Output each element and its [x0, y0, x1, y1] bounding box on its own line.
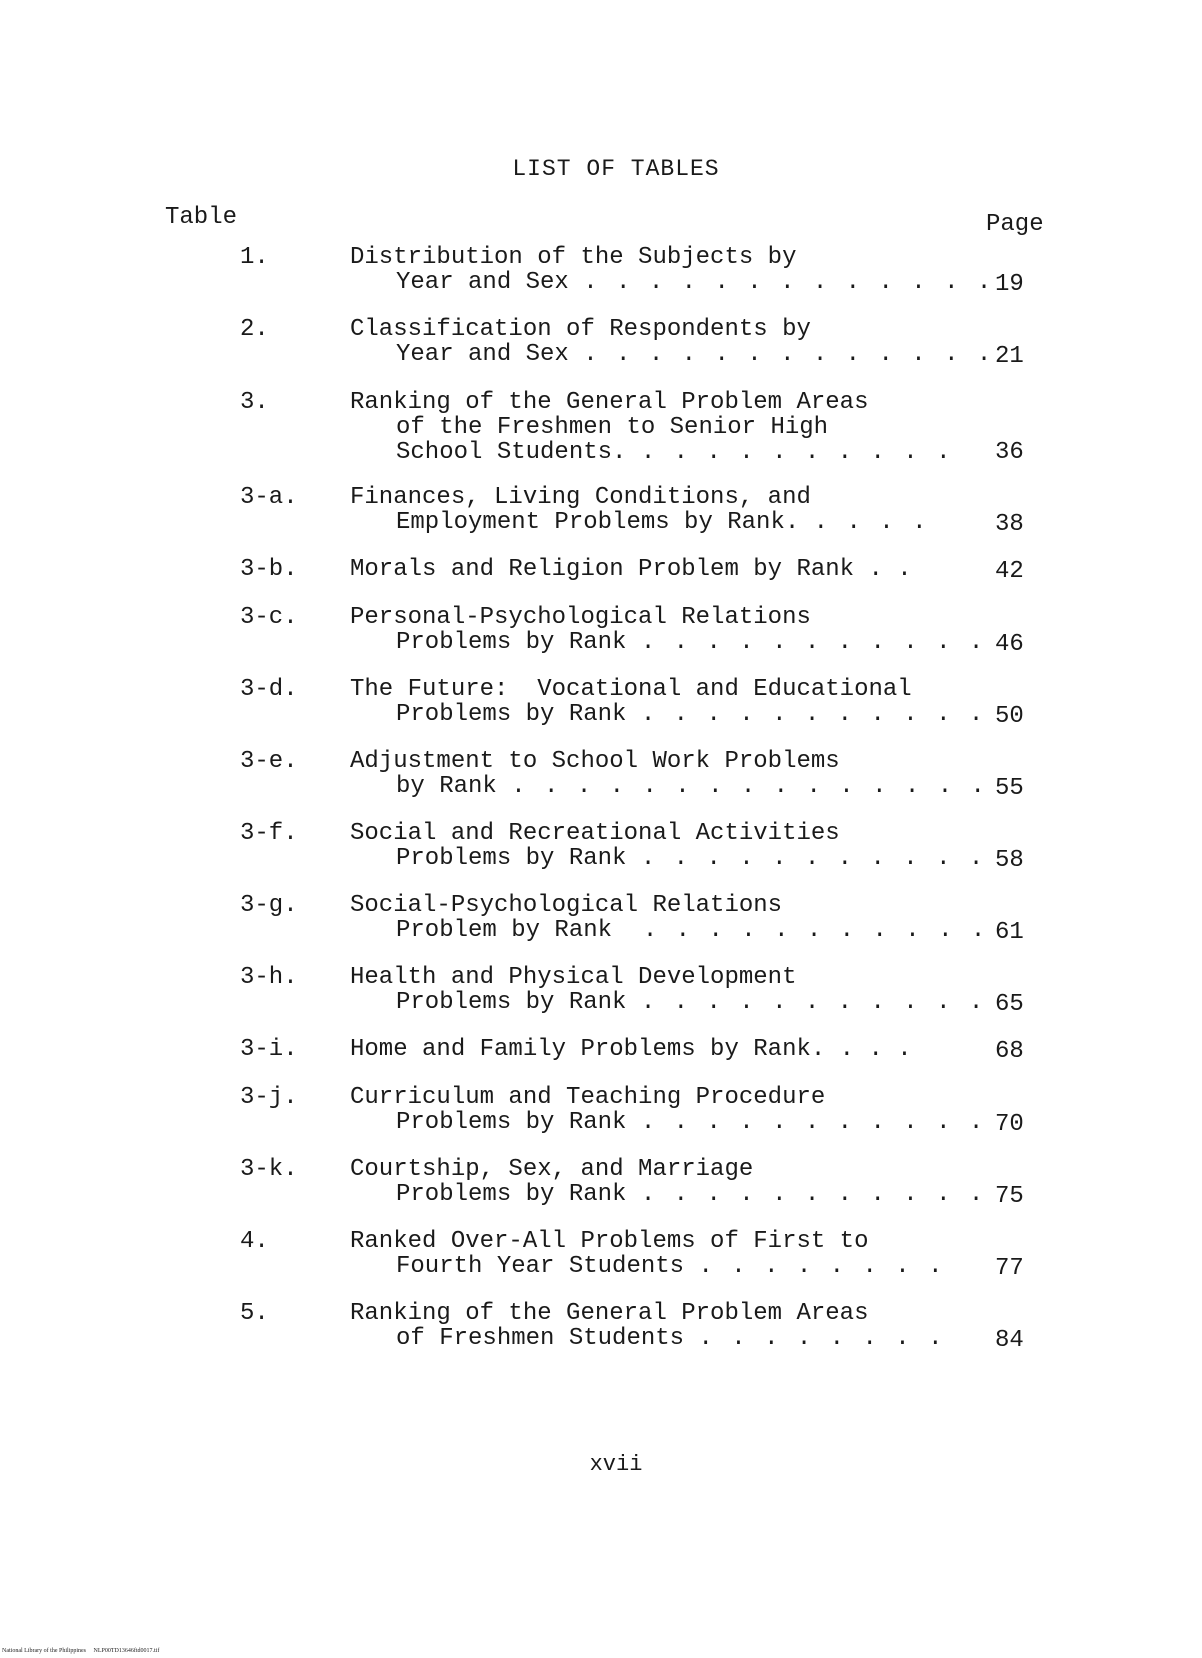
table-number: 3-h. [240, 964, 298, 991]
table-caption: Ranking of the General Problem Areas [350, 389, 869, 416]
table-number: 3-g. [240, 892, 298, 919]
caption-text: Problem by Rank [396, 917, 613, 944]
table-caption-cont [396, 439, 953, 466]
table-number: 3-a. [240, 484, 298, 511]
caption-text: Year and Sex [396, 341, 569, 368]
page-ref: 84 [995, 1327, 1024, 1354]
table-column-header: Table [165, 204, 238, 231]
page-ref: 46 [995, 631, 1024, 658]
scan-stamp: National Library of the Philippines NLP00TD13646ftd0017.tif [2, 1648, 160, 1654]
page-ref: 55 [995, 775, 1024, 802]
table-number: 3-k. [240, 1156, 298, 1183]
table-caption: Finances, Living Conditions, and [350, 484, 811, 511]
page-ref: 58 [995, 847, 1024, 874]
table-caption: Health and Physical Development [350, 964, 797, 991]
table-number: 3-j. [240, 1084, 298, 1111]
leader-dots: . . . . . . . . [698, 1325, 945, 1352]
page-column-header: Page [986, 211, 1044, 238]
table-caption-cont [396, 1325, 945, 1352]
table-caption: Adjustment to School Work Problems [350, 748, 840, 775]
page-ref: 77 [995, 1255, 1024, 1282]
caption-text: Employment Problems by Rank. [396, 509, 800, 536]
leader-dots: . . . . . . . . . . . . . [583, 341, 994, 368]
table-caption-cont [396, 773, 987, 800]
page-ref: 21 [995, 343, 1024, 370]
leader-dots: . . . . . . . . . . . [640, 989, 986, 1016]
page-number: xvii [589, 1452, 643, 1477]
leader-dots: . . . . . . . . . . [640, 439, 953, 466]
table-caption-cont [396, 341, 993, 368]
leader-dots: . . . . . . . . . . . [640, 1109, 986, 1136]
page-ref: 75 [995, 1183, 1024, 1210]
page-ref: 65 [995, 991, 1024, 1018]
page-title: LIST OF TABLES [512, 156, 720, 182]
page-ref: 70 [995, 1111, 1024, 1138]
caption-text: Problems by Rank [396, 701, 627, 728]
leader-dots: . . . . . . . . . . . . . . . [511, 773, 987, 800]
table-caption-cont: of the Freshmen to Senior High [396, 414, 829, 441]
page-ref: 61 [995, 919, 1024, 946]
table-caption: Courtship, Sex, and Marriage [350, 1156, 754, 1183]
caption-text: Problems by Rank [396, 989, 627, 1016]
page-ref: 19 [995, 271, 1024, 298]
caption-text: Year and Sex [396, 269, 569, 296]
leader-dots: . . . . . . . . . . . . . [583, 269, 994, 296]
caption-text: School Students. [396, 439, 627, 466]
table-caption: Social-Psychological Relations [350, 892, 783, 919]
table-caption-cont [396, 509, 929, 536]
leader-dots: . . . . . . . . . . . [626, 917, 988, 944]
table-number: 3-e. [240, 748, 298, 775]
caption-text: Problems by Rank [396, 1109, 627, 1136]
table-caption: The Future: Vocational and Educational [350, 676, 912, 703]
page-ref: 36 [995, 439, 1024, 466]
page-ref: 38 [995, 511, 1024, 538]
table-caption-cont [396, 701, 985, 728]
table-caption-cont [396, 845, 985, 872]
caption-text: Problems by Rank [396, 1181, 627, 1208]
caption-text: Problems by Rank [396, 629, 627, 656]
caption-text: of Freshmen Students [396, 1325, 685, 1352]
table-number: 3-i. [240, 1036, 298, 1063]
page-ref: 68 [995, 1038, 1024, 1065]
table-number: 3-d. [240, 676, 298, 703]
table-number: 3-b. [240, 556, 298, 583]
table-caption-cont [396, 1253, 945, 1280]
caption-text: Fourth Year Students [396, 1253, 685, 1280]
leader-dots: . . . . . . . . . . . [640, 701, 986, 728]
leader-dots: . . . . . . . . . . . [640, 1181, 986, 1208]
leader-dots: . . . . [813, 509, 929, 536]
page-ref: 42 [995, 558, 1024, 585]
table-number: 2. [240, 316, 269, 343]
table-caption: Morals and Religion Problem by Rank . . [350, 556, 912, 583]
table-caption: Social and Recreational Activities [350, 820, 840, 847]
table-caption-cont [396, 269, 993, 296]
table-caption-cont [396, 917, 987, 944]
table-caption-cont [396, 1109, 985, 1136]
leader-dots: . . . . . . . . . . . [640, 845, 986, 872]
table-caption: Curriculum and Teaching Procedure [350, 1084, 826, 1111]
table-number: 3. [240, 389, 269, 416]
table-caption: Distribution of the Subjects by [350, 244, 797, 271]
table-caption: Personal-Psychological Relations [350, 604, 811, 631]
table-number: 3-c. [240, 604, 298, 631]
caption-text: by Rank [396, 773, 497, 800]
leader-dots: . . . . . . . . . . . [640, 629, 986, 656]
table-caption-cont [396, 1181, 985, 1208]
caption-text: Problems by Rank [396, 845, 627, 872]
table-caption: Classification of Respondents by [350, 316, 811, 343]
table-number: 5. [240, 1300, 269, 1327]
leader-dots: . . . . . . . . [698, 1253, 945, 1280]
table-number: 4. [240, 1228, 269, 1255]
page-ref: 50 [995, 703, 1024, 730]
table-number: 3-f. [240, 820, 298, 847]
table-caption-cont [396, 989, 985, 1016]
table-caption-cont [396, 629, 985, 656]
table-number: 1. [240, 244, 269, 271]
table-caption: Ranking of the General Problem Areas [350, 1300, 869, 1327]
table-caption: Ranked Over-All Problems of First to [350, 1228, 869, 1255]
table-caption: Home and Family Problems by Rank. . . . [350, 1036, 912, 1063]
